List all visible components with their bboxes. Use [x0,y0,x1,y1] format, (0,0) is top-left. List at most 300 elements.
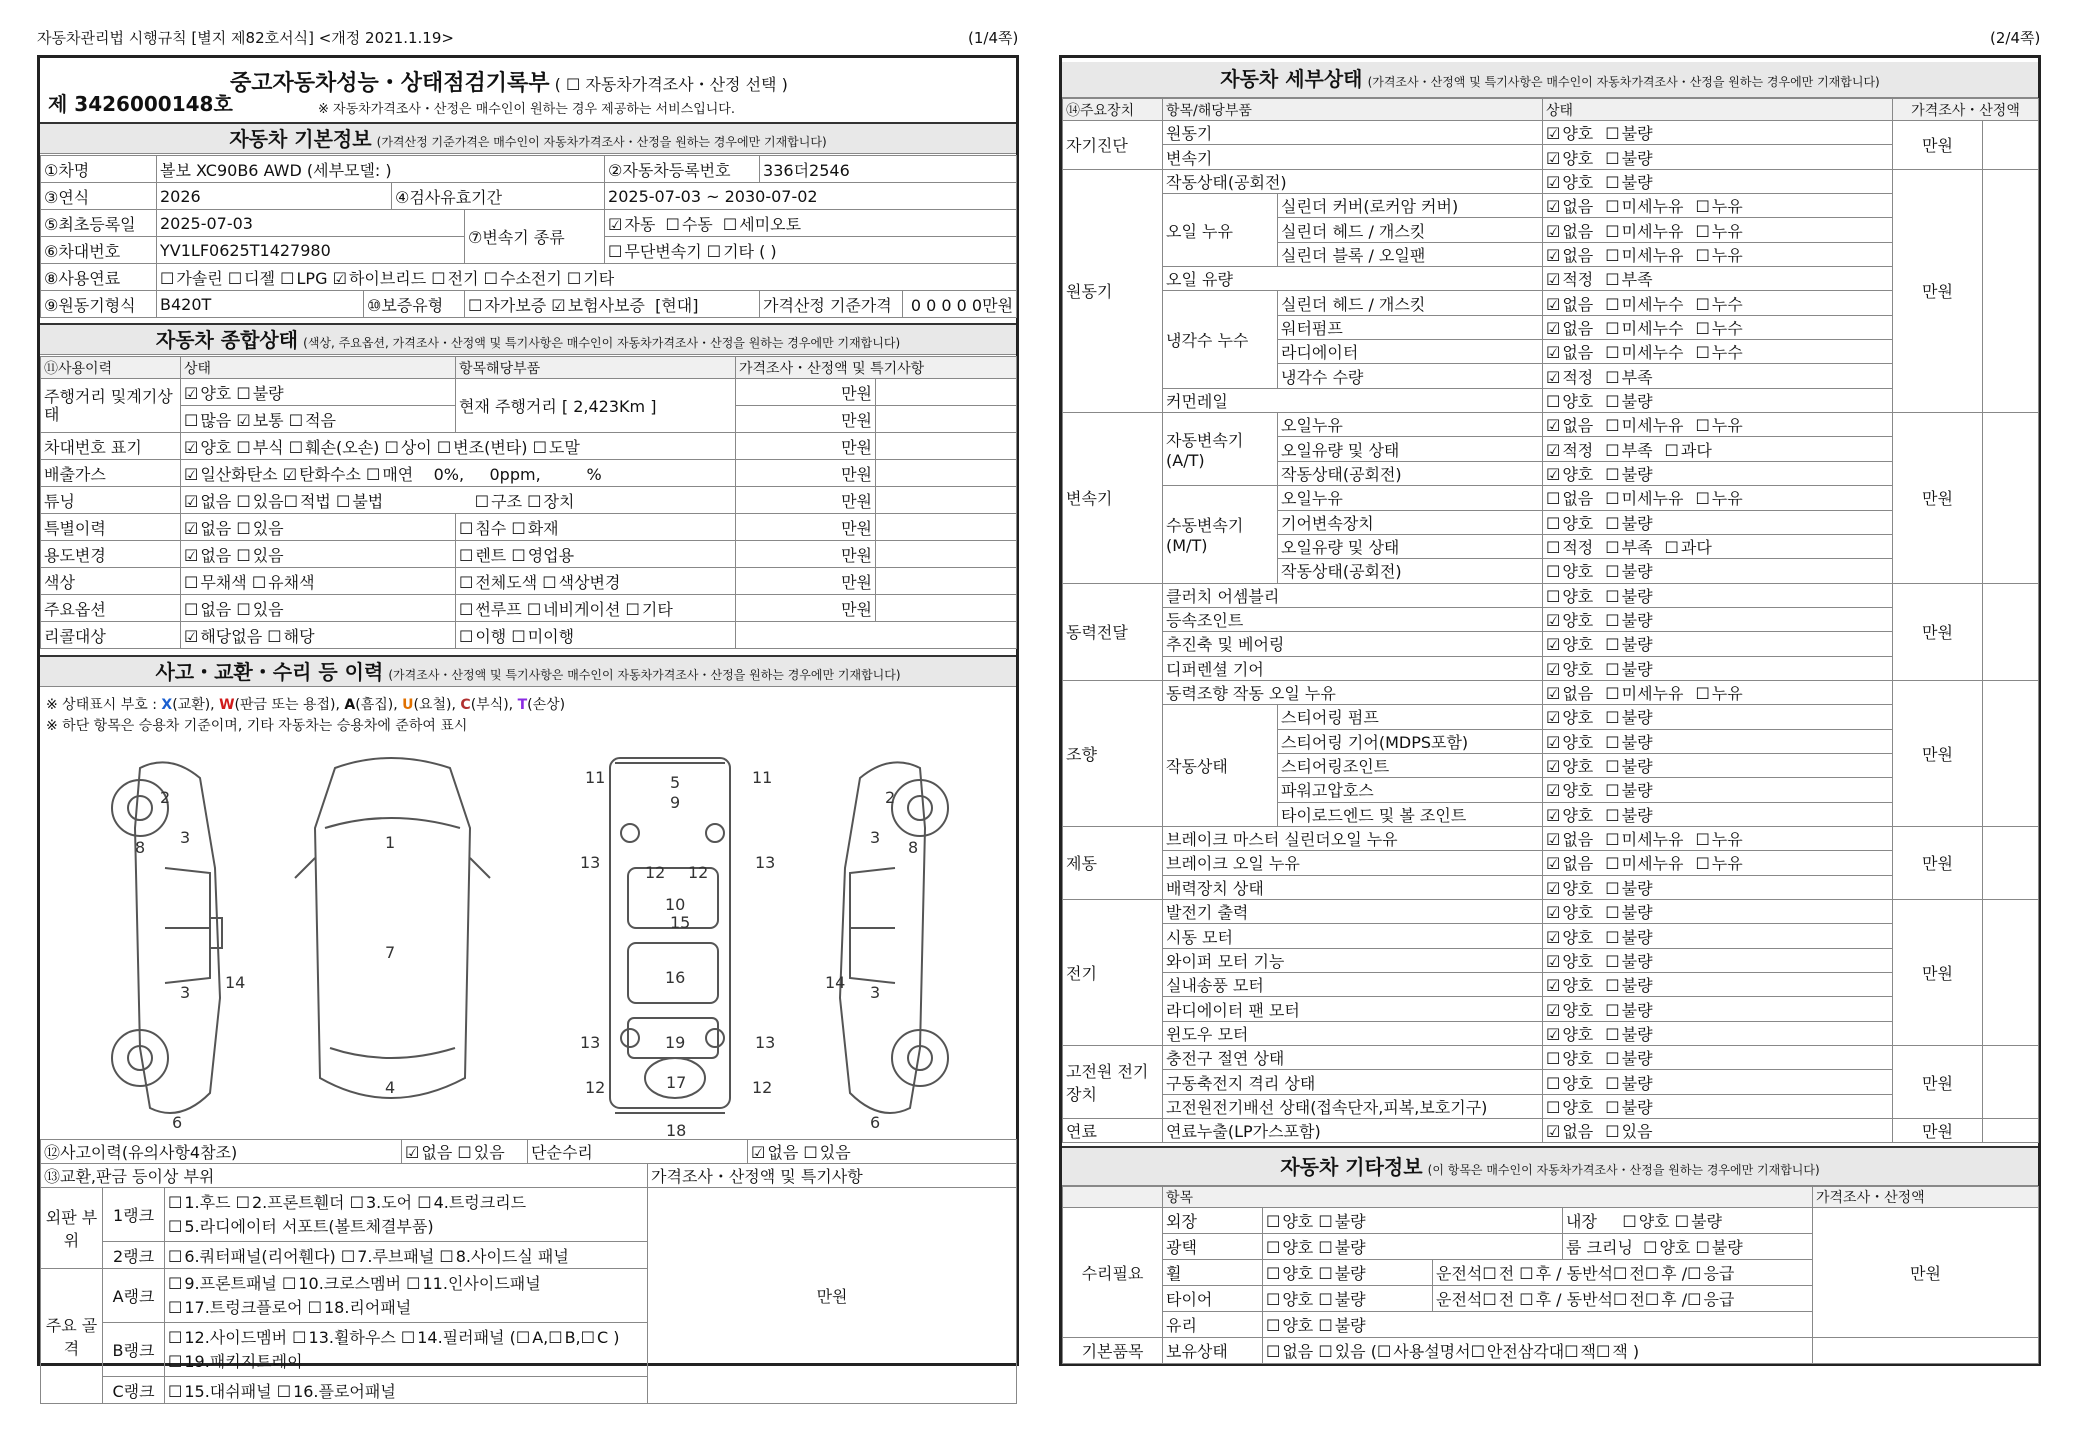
warranty-insurer-name: [현대] [655,295,699,315]
part-trunk-lid[interactable]: ☐ 4.트렁크리드 [417,1193,526,1212]
basic-have[interactable]: ☐ 있음 ( [1318,1342,1377,1361]
state-option-checkbox[interactable]: ☐ 불량 [1605,733,1652,752]
state-option-checkbox[interactable]: ☑ 양호 [1546,465,1593,484]
svg-text:10: 10 [665,895,686,914]
mileage-low[interactable]: ☐ 적음 [289,411,336,430]
trans-semi[interactable]: ☐ 세미오토 [723,215,801,234]
odo-good[interactable]: ☑ 양호 [184,384,231,403]
etc-info-note: (이 항목은 매수인이 자동차가격조사・산정을 원하는 경우에만 기재합니다) [1427,1163,1820,1177]
wheel-driver-front[interactable]: ☐ 전 [1482,1264,1514,1283]
part-front-panel[interactable]: ☐ 9.프론트패널 [168,1274,277,1293]
state-option-checkbox[interactable]: ☐ 불량 [1605,1074,1652,1093]
usage-yes[interactable]: ☐ 있음 [236,546,283,565]
part-dash-panel[interactable]: ☐ 15.대쉬패널 [168,1382,272,1401]
state-option-checkbox[interactable]: ☑ 없음 [1546,854,1593,873]
mileage-normal[interactable]: ☑ 보통 [236,411,283,430]
price-survey-option[interactable]: ( ☐ 자동차가격조사・산정 선택 ) [554,75,788,94]
form-subnote: ※ 자동차가격조사・산정은 매수인이 원하는 경우 제공하는 서비스입니다. [318,102,736,117]
detail-status-title: 자동차 세부상태 [1220,67,1363,91]
svg-text:19: 19 [665,1033,686,1052]
detail-state [1543,461,1893,485]
part-wheel-house[interactable]: ☐ 13.휠하우스 [292,1328,396,1347]
state-option-checkbox[interactable]: ☑ 양호 [1546,149,1593,168]
state-option-checkbox[interactable]: ☐ 불량 [1605,757,1652,776]
detail-row [1063,291,2039,315]
state-option-checkbox[interactable]: ☐ 양호 [1546,1098,1593,1117]
svg-text:3: 3 [870,828,881,847]
tire-driver-label: 운전석 [1436,1290,1483,1309]
state-option-checkbox[interactable]: ☐ 누유 [1695,684,1742,703]
tire-driver-front[interactable]: ☐ 전 [1482,1290,1514,1309]
state-option-checkbox[interactable]: ☐ 불량 [1605,781,1652,800]
state-option-checkbox[interactable]: ☐ 누유 [1695,830,1742,849]
car-left-side-view [112,762,222,1113]
state-option-checkbox[interactable]: ☐ 누수 [1695,343,1742,362]
state-option-checkbox[interactable]: ☑ 양호 [1546,173,1593,192]
detail-state [1543,632,1893,656]
state-option-checkbox[interactable]: ☐ 불량 [1605,124,1652,143]
state-option-checkbox[interactable]: ☐ 불량 [1605,806,1652,825]
label-simple-repair: 단순수리 [528,1140,748,1164]
options-none[interactable]: ☐ 없음 [184,600,231,619]
state-option-checkbox[interactable]: ☐ 미세누유 [1605,830,1683,849]
state-option-checkbox[interactable]: ☑ 양호 [1546,928,1593,947]
room-bad[interactable]: ☐ 불량 [1695,1238,1742,1257]
detail-status-header [1062,62,2038,98]
part-side-sill[interactable]: ☐ 8.사이드실 패널 [439,1247,568,1266]
vin-damaged[interactable]: ☐ 훼손(오손) [289,438,380,457]
state-option-checkbox[interactable]: ☑ 없음 [1546,295,1593,314]
state-option-checkbox[interactable]: ☑ 없음 [1546,246,1593,265]
pillar-c[interactable]: ☐ C ) [581,1328,620,1347]
repair-history-table [40,1139,1017,1404]
basic-jack[interactable]: ☐ 잭 [1564,1342,1596,1361]
state-option-checkbox[interactable]: ☐ 누유 [1695,416,1742,435]
detail-row [1063,851,2039,875]
svg-text:1: 1 [385,833,396,852]
state-option-checkbox[interactable]: ☐ 불량 [1605,1049,1652,1068]
label-fuel: ⑧사용연료 [41,264,157,291]
basic-none[interactable]: ☐ 없음 [1266,1342,1313,1361]
detail-row [1063,1119,2039,1143]
vin-smeared[interactable]: ☐ 도말 [533,438,580,457]
special-none[interactable]: ☑ 없음 [184,519,231,538]
price-won: 만원 [736,595,876,622]
detail-sub-item: 오일유량 및 상태 [1278,534,1543,558]
part-door[interactable]: ☐ 3.도어 [350,1193,413,1212]
glass-bad[interactable]: ☐ 불량 [1318,1316,1365,1335]
part-side-member[interactable]: ☐ 12.사이드멤버 [168,1328,287,1347]
detail-row [1063,680,2039,704]
detail-state [1543,218,1893,242]
trans-auto[interactable]: ☑ 자동 [608,215,655,234]
car-right-side-view [840,762,948,1113]
detail-row [1063,388,2039,412]
label-exterior: 외장 [1163,1208,1263,1234]
state-option-checkbox[interactable]: ☐ 불량 [1605,149,1652,168]
tuning-none[interactable]: ☑ 없음 [184,492,231,511]
state-option-checkbox[interactable]: ☐ 불량 [1605,465,1652,484]
detail-item: 원동기 [1163,121,1543,145]
state-option-checkbox[interactable]: ☑ 없음 [1546,343,1593,362]
state-option-checkbox[interactable]: ☐ 양호 [1546,514,1593,533]
odo-bad[interactable]: ☐ 불량 [236,384,283,403]
state-option-checkbox[interactable]: ☑ 없음 [1546,830,1593,849]
pillar-b[interactable]: ☐ B, [548,1328,580,1347]
state-option-checkbox[interactable]: ☐ 누유 [1695,854,1742,873]
part-floor-panel[interactable]: ☐ 16.플로어패널 [277,1382,396,1401]
state-option-checkbox[interactable]: ☐ 미세누유 [1605,489,1683,508]
detail-state [1543,1094,1893,1118]
state-option-checkbox[interactable]: ☐ 불량 [1605,903,1652,922]
basic-manual[interactable]: ☐ 사용설명서 [1377,1342,1471,1361]
state-option-checkbox[interactable]: ☐ 불량 [1605,928,1652,947]
option-navigation[interactable]: ☐ 네비게이션 [527,600,621,619]
detail-state [1543,388,1893,412]
legend-line-2: ※ 하단 항목은 승용차 기준이며, 기타 자동차는 승용차에 준하여 표시 [46,718,468,734]
state-option-checkbox[interactable]: ☐ 불량 [1605,173,1652,192]
state-option-checkbox[interactable]: ☐ 미세누수 [1605,319,1683,338]
state-option-checkbox[interactable]: ☐ 미세누유 [1605,197,1683,216]
fuel-electric[interactable]: ☐ 전기 [431,269,478,288]
state-option-checkbox[interactable]: ☐ 부족 [1605,441,1652,460]
part-pillar-panel[interactable]: ☐ 14.필러패널 ( [401,1328,516,1347]
state-option-checkbox[interactable]: ☑ 양호 [1546,124,1593,143]
detail-state [1543,924,1893,948]
legend-a-text: (흠집), [355,697,398,713]
state-option-checkbox[interactable]: ☑ 없음 [1546,684,1593,703]
accident-yes[interactable]: ☐ 있음 [457,1143,504,1162]
state-option-checkbox[interactable]: ☑ 없음 [1546,197,1593,216]
state-option-checkbox[interactable]: ☐ 부족 [1605,538,1652,557]
warranty-insurer[interactable]: ☑ 보험사보증 [551,296,645,315]
detail-item: 고전원전기배선 상태(접속단자,피복,보호기구) [1163,1094,1543,1118]
repair-price-won: 만원 [648,1188,1017,1404]
detail-row [1063,607,2039,631]
detail-row [1063,121,2039,145]
col-price-note: 가격조사・산정액 및 특기사항 [736,357,1017,379]
tire-pass-front[interactable]: ☐ 전 [1613,1290,1645,1309]
state-option-checkbox[interactable]: ☐ 양호 [1546,587,1593,606]
fuel-diesel[interactable]: ☐ 디젤 [228,269,275,288]
state-option-checkbox[interactable]: ☑ 양호 [1546,781,1593,800]
label-glass: 유리 [1163,1312,1263,1338]
detail-item: 동력조향 작동 오일 누유 [1163,680,1543,704]
state-option-checkbox[interactable]: ☐ 불량 [1605,952,1652,971]
state-option-checkbox[interactable]: ☐ 불량 [1605,708,1652,727]
part-rear-panel[interactable]: ☐ 18.리어패널 [308,1298,412,1317]
state-option-checkbox[interactable]: ☐ 불량 [1605,1001,1652,1020]
fuel-lpg[interactable]: ☐ LPG [280,269,327,288]
option-other[interactable]: ☐ 기타 [626,600,673,619]
detail-state [1543,169,1893,193]
detail-item: 브레이크 오일 누유 [1163,851,1543,875]
detail-row [1063,1070,2039,1094]
state-option-checkbox[interactable]: ☐ 불량 [1605,1098,1652,1117]
special-yes[interactable]: ☐ 있음 [236,519,283,538]
state-option-checkbox[interactable]: ☑ 적정 [1546,368,1593,387]
state-option-checkbox[interactable]: ☐ 양호 [1546,1049,1593,1068]
color-achromatic[interactable]: ☐ 무채색 [184,573,247,592]
pillar-a[interactable]: ☐ A, [516,1328,548,1347]
tuning-device[interactable]: ☐ 장치 [527,492,574,511]
label-rankB: B랭크 [103,1323,165,1377]
options-yes[interactable]: ☐ 있음 [236,600,283,619]
tire-emergency[interactable]: ☐ 응급 [1687,1290,1734,1309]
special-flood[interactable]: ☐ 침수 [459,519,506,538]
int-good[interactable]: ☐ 양호 [1622,1212,1669,1231]
state-option-checkbox[interactable]: ☑ 적정 [1546,270,1593,289]
label-rank2: 2랭크 [103,1242,165,1269]
state-option-checkbox[interactable]: ☐ 누유 [1695,246,1742,265]
detail-sub-item: 실린더 헤드 / 개스킷 [1278,218,1543,242]
label-price-note: 가격조사・산정액 및 특기사항 [648,1164,1017,1188]
vin-corroded[interactable]: ☐ 부식 [236,438,283,457]
detail-state [1543,486,1893,510]
part-quarter-panel[interactable]: ☐ 6.쿼터패널(리어휀다) [168,1247,336,1266]
state-option-checkbox[interactable]: ☐ 미세누수 [1605,295,1683,314]
detail-item: 배력장치 상태 [1163,875,1543,899]
detail-item: 윈도우 모터 [1163,1021,1543,1045]
label-outer-panel: 외판 부위 [41,1188,103,1269]
part-package-tray[interactable]: ☐ 19.패키지트레이 [168,1352,303,1371]
state-option-checkbox[interactable]: ☐ 불량 [1605,1025,1652,1044]
state-option-checkbox[interactable]: ☐ 적정 [1546,538,1593,557]
wheel-bad[interactable]: ☐ 불량 [1318,1264,1365,1283]
color-chromatic[interactable]: ☐ 유채색 [252,573,315,592]
trans-cvt[interactable]: ☐ 무단변속기 [608,242,702,261]
state-option-checkbox[interactable]: ☐ 미세누유 [1605,246,1683,265]
detail-sub-item: 작동상태(공회전) [1278,559,1543,583]
color-change[interactable]: ☐ 색상변경 [542,573,620,592]
color-full-paint[interactable]: ☐ 전체도색 [459,573,537,592]
svg-text:9: 9 [670,793,681,812]
detail-item: 클러치 어셈블리 [1163,583,1543,607]
state-option-checkbox[interactable]: ☑ 양호 [1546,806,1593,825]
detail-item: 와이퍼 모터 기능 [1163,948,1543,972]
glass-good[interactable]: ☐ 양호 [1266,1316,1313,1335]
fuel-hydrogen[interactable]: ☐ 수소전기 [484,269,562,288]
general-status-title: 자동차 종합상태 [155,328,299,352]
state-option-checkbox[interactable]: ☐ 과다 [1665,538,1712,557]
state-option-checkbox[interactable]: ☐ 부족 [1605,270,1652,289]
detail-state [1543,1119,1893,1143]
part-front-fender[interactable]: ☐ 2.프론트휀더 [236,1193,345,1212]
wheel-good[interactable]: ☐ 양호 [1266,1264,1313,1283]
state-option-checkbox[interactable]: ☐ 불량 [1605,611,1652,630]
state-option-checkbox[interactable]: ☑ 없음 [1546,319,1593,338]
state-option-checkbox[interactable]: ☑ 양호 [1546,635,1593,654]
fuel-other[interactable]: ☐ 기타 [567,269,614,288]
tuning-illegal[interactable]: ☐ 불법 [336,492,383,511]
detail-sub-item: 냉각수 수량 [1278,364,1543,388]
state-option-checkbox[interactable]: ☐ 미세누수 [1605,343,1683,362]
state-option-checkbox[interactable]: ☐ 미세누유 [1605,416,1683,435]
accident-none[interactable]: ☑ 없음 [405,1143,452,1162]
state-option-checkbox[interactable]: ☑ 없음 [1546,1122,1593,1141]
part-inside-panel[interactable]: ☐ 11.인사이드패널 [406,1274,541,1293]
detail-device-name: 연료 [1063,1119,1163,1143]
state-option-checkbox[interactable]: ☑ 양호 [1546,757,1593,776]
state-option-checkbox[interactable]: ☐ 불량 [1605,562,1652,581]
ext-good[interactable]: ☐ 양호 [1266,1212,1313,1231]
simple-repair-none[interactable]: ☑ 없음 [751,1143,798,1162]
label-vin: ⑥차대번호 [41,237,157,264]
tuning-yes[interactable]: ☐ 있음 [236,492,283,511]
wheel-emergency[interactable]: ☐ 응급 [1687,1264,1734,1283]
state-option-checkbox[interactable]: ☐ 부족 [1605,368,1652,387]
tuning-legal[interactable]: ☐ 적법 [284,492,331,511]
svg-text:13: 13 [755,853,776,872]
state-option-checkbox[interactable]: ☐ 불량 [1605,879,1652,898]
wheel-driver-rear[interactable]: ☐ 후 / 동반석 [1519,1264,1613,1283]
state-option-checkbox[interactable]: ☐ 양호 [1546,562,1593,581]
base-price-unit: 만원 [982,295,1014,315]
detail-item-group: 수동변속기 (M/T) [1163,486,1278,583]
state-option-checkbox[interactable]: ☐ 미세누유 [1605,684,1683,703]
state-option-checkbox[interactable]: ☐ 없음 [1546,489,1593,508]
part-cross-member[interactable]: ☐ 10.크로스멤버 [282,1274,401,1293]
tuning-structure[interactable]: ☐ 구조 [475,492,522,511]
state-option-checkbox[interactable]: ☐ 불량 [1605,660,1652,679]
state-option-checkbox[interactable]: ☑ 양호 [1546,733,1593,752]
state-option-checkbox[interactable]: ☑ 양호 [1546,879,1593,898]
warranty-self[interactable]: ☐ 자가보증 [468,296,546,315]
state-option-checkbox[interactable]: ☑ 양호 [1546,660,1593,679]
svg-text:12: 12 [752,1078,773,1097]
basic-jack-2[interactable]: ☐ 잭 ) [1596,1342,1639,1361]
basic-triangle[interactable]: ☐ 안전삼각대 [1471,1342,1565,1361]
vin-good[interactable]: ☑ 양호 [184,438,231,457]
ext-bad[interactable]: ☐ 불량 [1318,1212,1365,1231]
part-roof-panel[interactable]: ☐ 7.루브패널 [341,1247,434,1266]
state-option-checkbox[interactable]: ☐ 과다 [1665,441,1712,460]
price-won: 만원 [736,487,876,514]
state-option-checkbox[interactable]: ☑ 양호 [1546,976,1593,995]
state-option-checkbox[interactable]: ☑ 적정 [1546,441,1593,460]
state-option-checkbox[interactable]: ☐ 있음 [1605,1122,1652,1141]
vin-altered[interactable]: ☐ 변조(변타) [437,438,528,457]
wheel-pass-front[interactable]: ☐ 전 [1613,1264,1645,1283]
detail-status-table [1062,98,2039,1143]
recall-applicable[interactable]: ☐ 해당 [267,627,314,646]
emission-smoke-unit: % [586,464,602,484]
detail-state [1543,729,1893,753]
usage-business[interactable]: ☐ 영업용 [511,546,574,565]
part-trunk-floor[interactable]: ☐ 17.트렁크플로어 [168,1298,303,1317]
state-option-checkbox[interactable]: ☑ 양호 [1546,1025,1593,1044]
wheel-pass-rear[interactable]: ☐ 후 / [1645,1264,1687,1283]
room-good[interactable]: ☐ 양호 [1643,1238,1690,1257]
state-option-checkbox[interactable]: ☐ 미세누유 [1605,222,1683,241]
detail-state [1543,364,1893,388]
tire-driver-rear[interactable]: ☐ 후 / 동반석 [1519,1290,1613,1309]
detail-state [1543,145,1893,169]
basic-info-title: 자동차 기본정보 [229,127,372,151]
recall-not-done[interactable]: ☐ 미이행 [511,627,574,646]
usage-none[interactable]: ☑ 없음 [184,546,231,565]
gloss-good[interactable]: ☐ 양호 [1266,1238,1313,1257]
state-option-checkbox[interactable]: ☑ 양호 [1546,952,1593,971]
svg-text:2: 2 [885,788,896,807]
state-option-checkbox[interactable]: ☑ 양호 [1546,903,1593,922]
trans-manual[interactable]: ☐ 수동 [665,215,712,234]
state-option-checkbox[interactable]: ☐ 불량 [1605,514,1652,533]
tire-good[interactable]: ☐ 양호 [1266,1290,1313,1309]
emission-hc[interactable]: ☑ 탄화수소 [283,465,361,484]
svg-text:8: 8 [908,838,919,857]
detail-item: 충전구 절연 상태 [1163,1046,1543,1070]
svg-text:14: 14 [825,973,846,992]
emission-smoke[interactable]: ☐ 매연 [366,465,413,484]
basic-info-table [40,155,1017,318]
state-option-checkbox[interactable]: ☐ 양호 [1546,1074,1593,1093]
vin-different[interactable]: ☐ 상이 [384,438,431,457]
state-option-checkbox[interactable]: ☐ 누수 [1695,295,1742,314]
state-option-checkbox[interactable]: ☐ 불량 [1605,392,1652,411]
recall-done[interactable]: ☐ 이행 [459,627,506,646]
detail-item: 브레이크 마스터 실린더오일 누유 [1163,826,1543,850]
usage-rent[interactable]: ☐ 렌트 [459,546,506,565]
svg-text:12: 12 [645,863,666,882]
detail-sub-item: 파워고압호스 [1278,778,1543,802]
int-bad[interactable]: ☐ 불량 [1675,1212,1722,1231]
state-option-checkbox[interactable]: ☑ 없음 [1546,222,1593,241]
state-option-checkbox[interactable]: ☑ 양호 [1546,1001,1593,1020]
state-option-checkbox[interactable]: ☐ 누수 [1695,319,1742,338]
state-option-checkbox[interactable]: ☑ 양호 [1546,611,1593,630]
emission-co[interactable]: ☑ 일산화탄소 [184,465,278,484]
state-option-checkbox[interactable]: ☐ 양호 [1546,392,1593,411]
state-option-checkbox[interactable]: ☐ 누유 [1695,222,1742,241]
trans-other[interactable]: ☐ 기타 ( ) [707,242,777,261]
detail-item: 커먼레일 [1163,388,1543,412]
detail-row [1063,1046,2039,1070]
tire-bad[interactable]: ☐ 불량 [1318,1290,1365,1309]
svg-text:4: 4 [385,1078,396,1097]
svg-text:13: 13 [755,1033,776,1052]
state-option-checkbox[interactable]: ☑ 없음 [1546,416,1593,435]
state-option-checkbox[interactable]: ☐ 미세누유 [1605,854,1683,873]
detail-state [1543,948,1893,972]
vin: YV1LF0625T1427980 [157,237,465,264]
state-option-checkbox[interactable]: ☐ 불량 [1605,587,1652,606]
legend-w-text: (판금 또는 용접), [234,697,340,713]
recall-na[interactable]: ☑ 해당없음 [184,627,262,646]
label-repair-needed: 수리필요 [1063,1208,1163,1338]
part-radiator-support[interactable]: ☐ 5.라디에이터 서포트(볼트체결부품) [168,1217,434,1236]
gloss-bad[interactable]: ☐ 불량 [1318,1238,1365,1257]
etc-info-table [1062,1186,2039,1364]
special-fire[interactable]: ☐ 화재 [511,519,558,538]
fuel-hybrid[interactable]: ☑ 하이브리드 [333,269,427,288]
state-option-checkbox[interactable]: ☐ 불량 [1605,976,1652,995]
simple-repair-yes[interactable]: ☐ 있음 [803,1143,850,1162]
label-special-history: 특별이력 [41,514,181,541]
state-option-checkbox[interactable]: ☐ 불량 [1605,635,1652,654]
fuel-gasoline[interactable]: ☐ 가솔린 [160,269,223,288]
detail-state [1543,1070,1893,1094]
state-option-checkbox[interactable]: ☑ 양호 [1546,708,1593,727]
tire-pass-rear[interactable]: ☐ 후 / [1645,1290,1687,1309]
option-sunroof[interactable]: ☐ 썬루프 [459,600,522,619]
detail-state [1543,778,1893,802]
mileage-high[interactable]: ☐ 많음 [184,411,231,430]
state-option-checkbox[interactable]: ☐ 누유 [1695,197,1742,216]
part-hood[interactable]: ☐ 1.후드 [168,1193,231,1212]
state-option-checkbox[interactable]: ☐ 누유 [1695,489,1742,508]
detail-state [1543,680,1893,704]
